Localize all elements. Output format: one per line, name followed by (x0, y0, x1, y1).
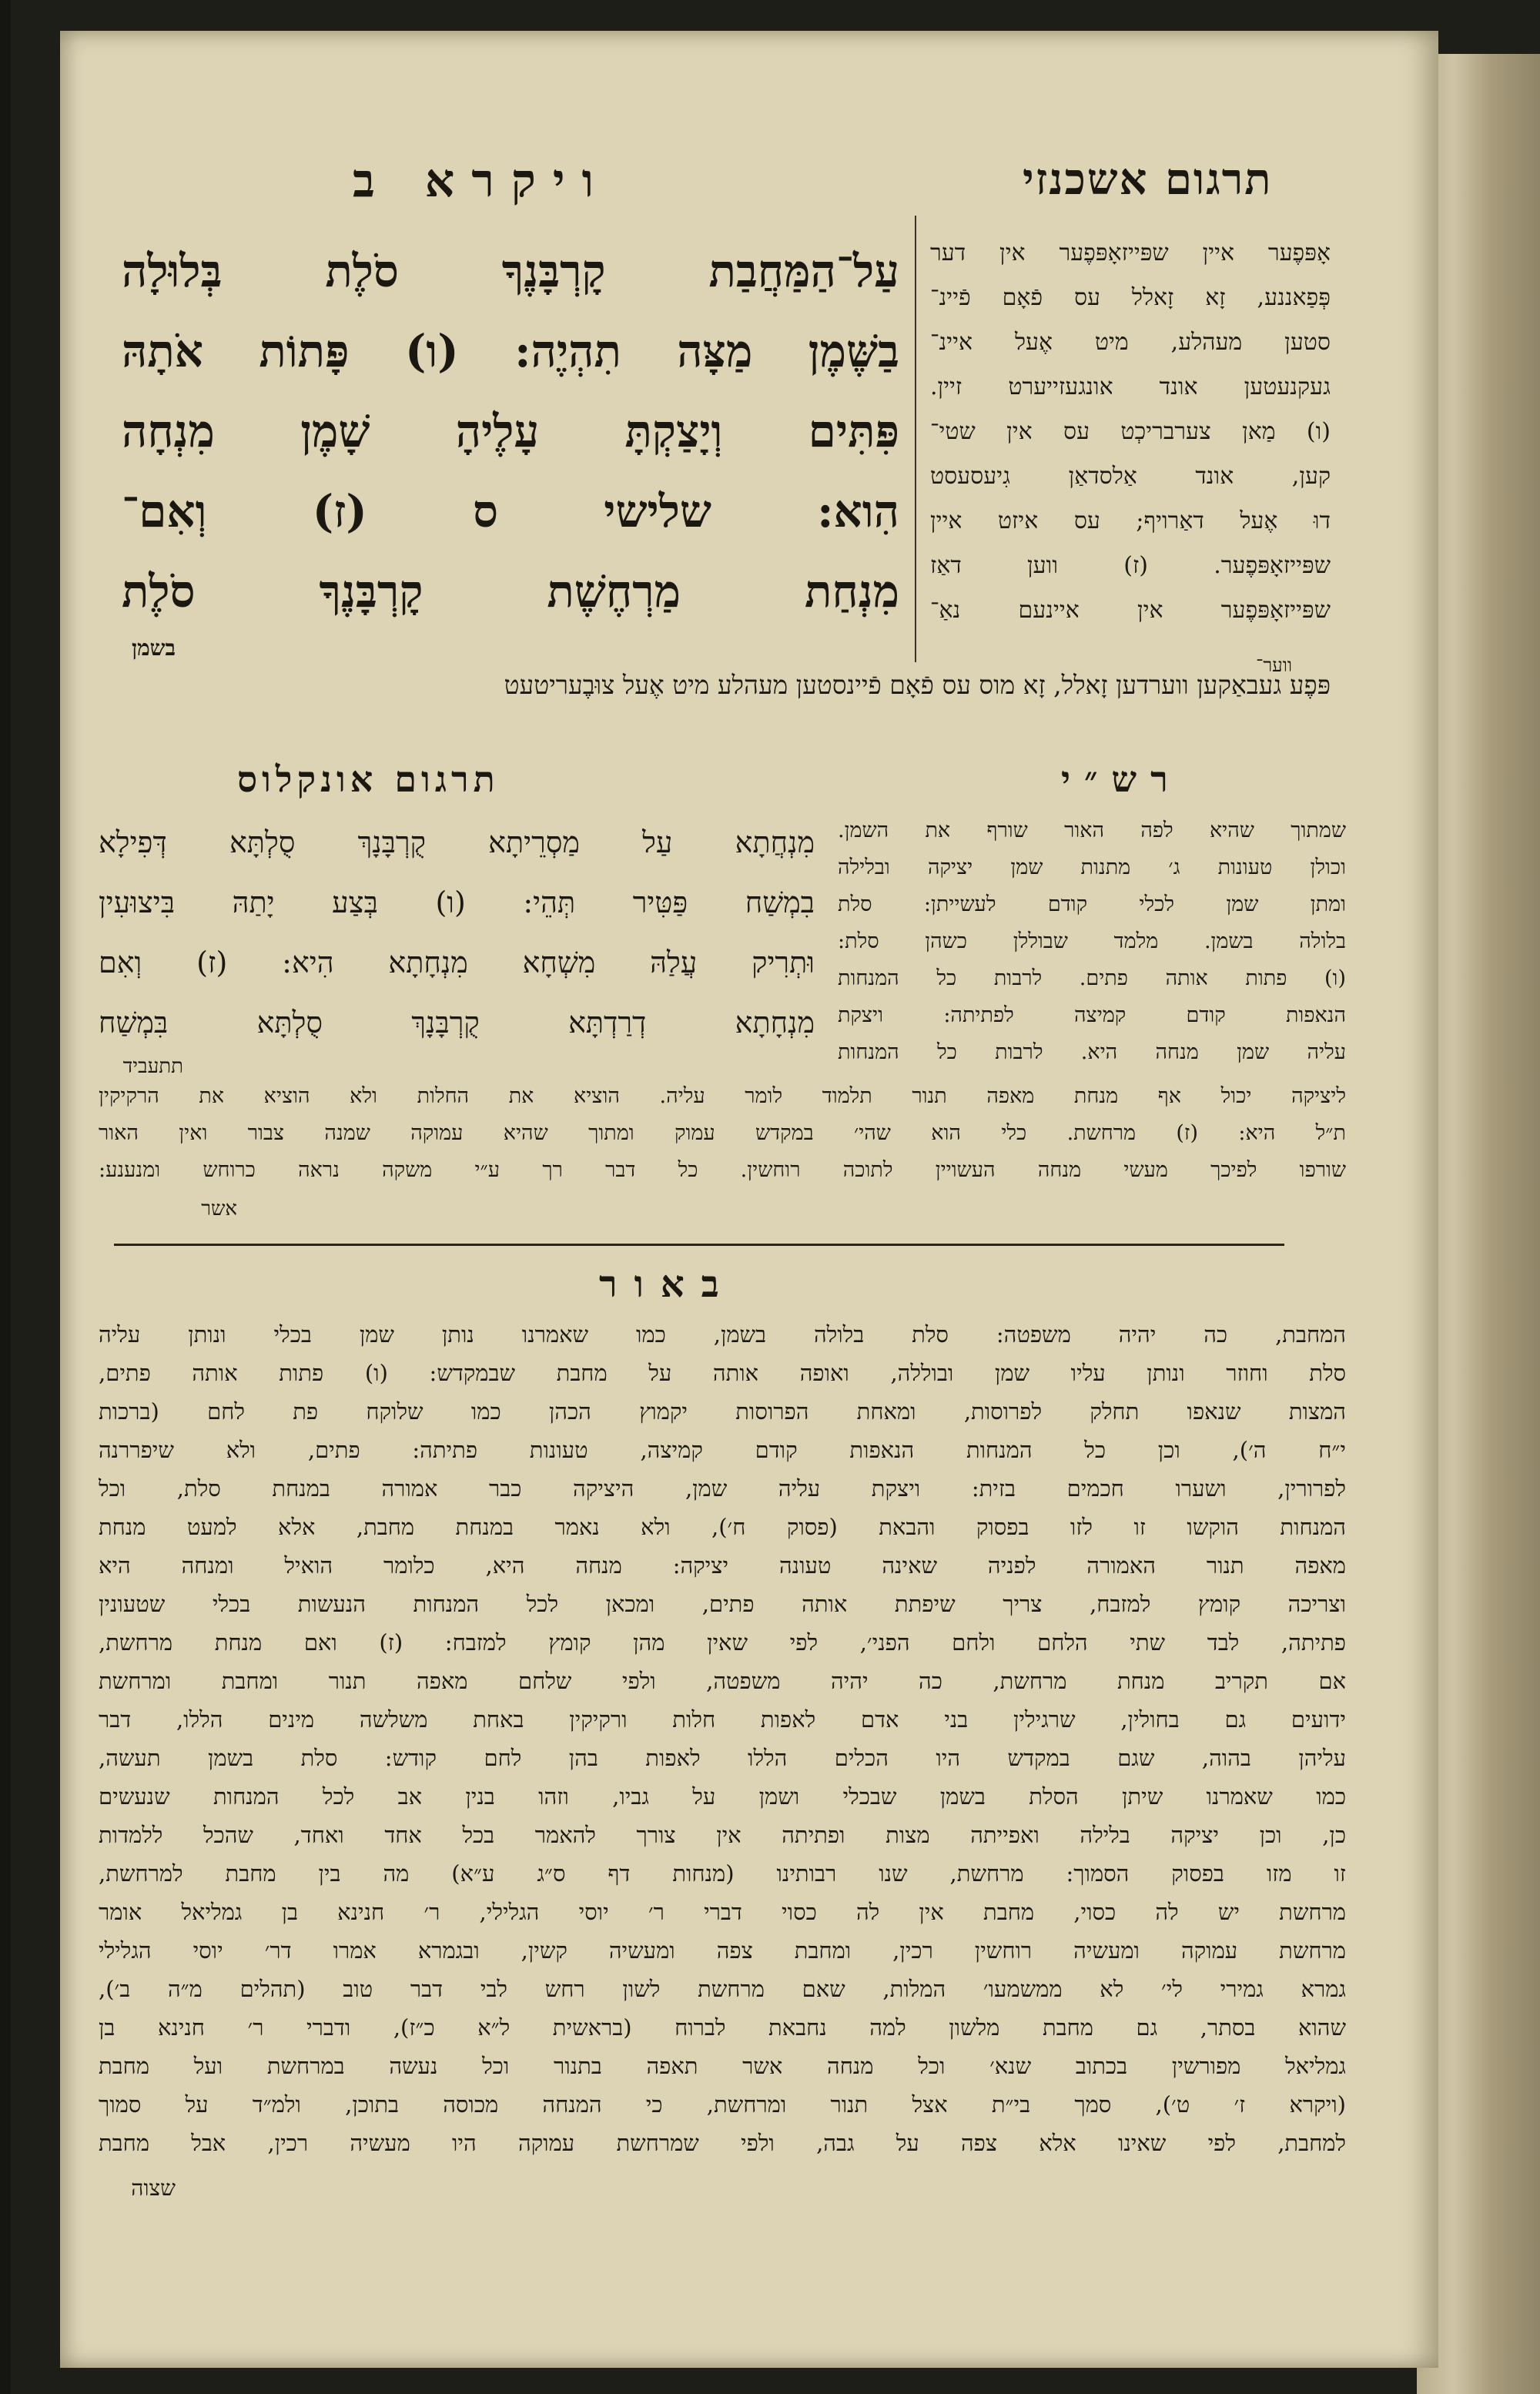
german-full-line: פּפֶע געבאַקען ווערדען זָאלל, זָא מוס עס פֿאָם פֿיינסטען מעהלע מיט אֶעל צוּבֶעריטעט (504, 670, 1331, 700)
onkelos-title: תרגום אונקלוס (237, 758, 500, 800)
rashi-line: ליציקה יכול אף מנחת מאפה תנור תלמוד לומר עליה. הוציא את החלות ולא הוציא את הרקיקין (99, 1084, 1346, 1108)
biur-line: (ויקרא ז׳ ט׳), סמך בי״ת אצל תנור ומרחשת, כי המנחה מכוסה בתוכן, ולמ״ד על סמוך (99, 2091, 1346, 2118)
rashi-line: שורפו לפיכך מעשי מנחה העשויין לתוכה רוחשין. כל דבר רך ע״י משקה נראה כרוחש ומנענע: (99, 1158, 1346, 1182)
german-translation-block (930, 231, 1331, 633)
biur-line: המנחות הוקשו זו לזו בפסוק והבאת (פסוק ח׳), ולא נאמר במנחת מחבת, אלא למעט מנחת (99, 1514, 1346, 1540)
biur-line: אם תקריב מנחת מרחשת, כה יהיה משפטה, ולפי שלחם מאפה תנור ומחבת ומרחשת (99, 1668, 1346, 1694)
biur-line: זו מזו בפסוק הסמוך: מרחשת, שנו רבותינו (מנחות דף ס״ג ע״א) מה בין מחבת למרחשת, (99, 1860, 1346, 1887)
german-line: שפּייזאָפּפֶער. (ז) ווען דאַז (930, 552, 1331, 579)
rashi-line: בלולה בשמן. מלמד שבוללן כשהן סלת: (838, 929, 1346, 953)
verse-block (122, 231, 899, 631)
biur-line: כן, וכן יציקה בלילה ואפייתה מצות ופתיתה אין צורך להאמר בכל אחד ואחד, שהכל ללמדות (99, 1822, 1346, 1848)
section-rule (114, 1244, 1284, 1246)
german-line: סטען מעהלע, מיט אֶעל איינ־ (930, 329, 1331, 356)
biur-line: מאפה תנור האמורה לפניה שאינה טעונה יציקה: מנחה היא, כלומר הואיל ומנחה היא (99, 1552, 1346, 1579)
biur-line: לפרורין, ושערו חכמים בזית: ויצקת עליה שמן, היציקה כבר אמורה במנחת סלת, וכל (99, 1475, 1346, 1502)
verse-catchword: בשמן (131, 635, 176, 661)
onkelos-line: מִנְחָתָא דְרַדְתָּא קֻרְבָּנָךְ סֻלְתָּא בִּמְשַׁח (99, 1006, 815, 1040)
biur-line: כמו שאמרנו שיתן הסלת בשמן שבכלי ושמן על גביו, וזהו בנין אב לכל המנחות שנעשים (99, 1783, 1346, 1810)
book-page (60, 31, 1438, 2368)
biur-line: י״ח ה׳), וכן כל המנחות הנאפות קודם קמיצה, טעונות פתיתה: פתים, ולא שיפררנה (99, 1437, 1346, 1463)
german-line: שפּייזאָפּפֶער אין איינעם נאַ־ (930, 597, 1331, 624)
biur-catchword: שצוה (131, 2175, 176, 2201)
biur-line: סלת וחוזר ונותן עליו שמן ובוללה, ואופה אותה על מחבת שבמקדש: (ו) פתות אותה פתים, (99, 1360, 1346, 1386)
rashi-line: הנאפות קודם קמיצה לפתיתה: ויצקת (838, 1003, 1346, 1027)
book-spine-shadow (0, 0, 11, 2394)
biur-title: באור (599, 1263, 736, 1306)
running-head-left: ויקרא ב (353, 154, 611, 208)
onkelos-block (99, 812, 815, 1053)
biur-line: המצות שנאפו תחלק לפרוסות, ומאחת הפרוסות יקמוץ הכהן כמו שלוקח פת לחם (ברכות (99, 1398, 1346, 1425)
rashi-line: עליה שמן מנחה היא. לרבות כל המנחות (838, 1040, 1346, 1064)
biur-block (99, 1315, 1346, 2162)
column-divider (915, 216, 916, 662)
rashi-line: (ו) פתות אותה פתים. לרבות כל המנחות (838, 966, 1346, 990)
verse-line: מִנְחַת מַרְחֶשֶׁת קָרְבָּנֶךָ סֹלֶת (122, 565, 899, 618)
onkelos-line: וּתְרִיק עֲלַהּ מִשְׁחָא מִנְחָתָא הִיא: (ז) וְאִם (99, 946, 815, 979)
rashi-full-width (99, 1078, 1346, 1189)
german-catchword: ווער־ (1256, 655, 1292, 676)
german-line: געקנעטען אונד אונגעזייערט זיין. (930, 373, 1331, 400)
biur-line: למחבת, לפי שאינו אלא צפה על גבה, ולפי שמרחשת עמוקה היו מעשיה רכין, אבל מחבת (99, 2130, 1346, 2156)
onkelos-line: בִמְשַׁח פַּטִּיר תְּהֵי: (ו) בְּצַע יָתַהּ בִּיצוּעִין (99, 886, 815, 919)
rashi-line: ת״ל היא: (ז) מרחשת. כלי הוא שהי׳ במקדש עמוק ומתוך שהיא עמוקה שמנה צבור ואין האור (99, 1121, 1346, 1145)
biur-line: פתיתה, לבד שתי הלחם ולחם הפני׳, לפי שאין מהן קומץ למזבח: (ז) ואם מנחת מרחשת, (99, 1629, 1346, 1656)
biur-line: מרחשת יש לה כסוי, מחבת אין לה כסוי דברי ר׳ יוסי הגלילי, ר׳ חנינא בן גמליאל אומר (99, 1899, 1346, 1925)
onkelos-catchword: תתעביד (122, 1055, 183, 1078)
biur-line: שהוא בסתר, גם מחבת מלשון למה נחבאת לברוח (בראשית ל״א כ״ז), ודברי ר׳ חנינא בן (99, 2014, 1346, 2041)
biur-line: גמליאל מפורשין בכתוב שנא׳ וכל מנחה אשר תאפה בתנור וכל נעשה במרחשת ועל מחבת (99, 2053, 1346, 2079)
verse-line: בַשֶּׁמֶן מַצָּה תִהְיֶה: (ו) פָּתוֹת אֹתָהּ (122, 325, 899, 377)
running-head-right: תרגום אשכנזי (1023, 154, 1273, 205)
biur-line: עליהן בהוה, שגם במקדש היו הכלים הללו לאפות בהן לחם קודש: סלת בשמן תעשה, (99, 1745, 1346, 1771)
rashi-line: וכולן טעונות ג׳ מתנות שמן יציקה ובלילה (838, 855, 1346, 879)
german-line: דוּ אֶעל דאַרויף; עס איזט איין (930, 507, 1331, 534)
rashi-line: שמתוך שהיא לפה האור שורף את השמן. (838, 819, 1346, 842)
rashi-block (838, 812, 1346, 1071)
german-line: אָפּפֶער איין שפּייזאָפּפֶער אין דער (930, 239, 1331, 266)
rashi-catchword: אשר (201, 1197, 237, 1220)
verse-line: עַל־הַמַּחֲבַת קָרְבָּנֶךָ סֹלֶת בְּלוּלָה (122, 245, 899, 297)
rashi-line: ומתן שמן לכלי קודם לעשייתן: סלת (838, 892, 1346, 916)
biur-line: וצריכה קומץ למזבח, צריך שיפתת אותה פתים, ומכאן לכל המנחות הנעשות בכלי שטעונין (99, 1591, 1346, 1617)
verse-line: הִוא: שלישי ס (ז) וְאִם־ (122, 485, 899, 537)
german-line: פְּפַאננע, זָא זָאלל עס פֿאָם פֿיינ־ (930, 284, 1331, 311)
biur-line: מרחשת עמוקה ומעשיה רוחשין רכין, ומחבת צפה ומעשיה קשין, ובגמרא אמרו דר׳ יוסי הגלילי (99, 1937, 1346, 1964)
biur-line: ידועים גם בחולין, שרגילין בני אדם לאפות חלות ורקיקין באחת משלשה מינים הללו, דבר (99, 1706, 1346, 1733)
biur-line: המחבת, כה יהיה משפטה: סלת בלולה בשמן, כמו שאמרנו נותן שמן בכלי ונותן עליה (99, 1321, 1346, 1348)
german-line: קען, אונד אַלסדאַן גִיעסעסט (930, 463, 1331, 490)
biur-line: גמרא גמירי לי׳ לא ממשמעו׳ המלות, שאם מרחשת לשון רחש לבי דבר טוב (תהלים מ״ה ב׳), (99, 1976, 1346, 2002)
german-line: (ו) מַאן צערבריכְט עס אין שטי־ (930, 418, 1331, 445)
onkelos-line: מִנְחֲתָא עַל מַסְרֵיתָא קֻרְבָּנָךְ סֻלְתָּא דְּפִילָא (99, 825, 815, 859)
verse-line: פִּתִּים וְיָצַקְתָּ עָלֶיהָ שָׁמֶן מִנְחָה (122, 405, 899, 457)
rashi-title: רש״י (1061, 758, 1182, 800)
